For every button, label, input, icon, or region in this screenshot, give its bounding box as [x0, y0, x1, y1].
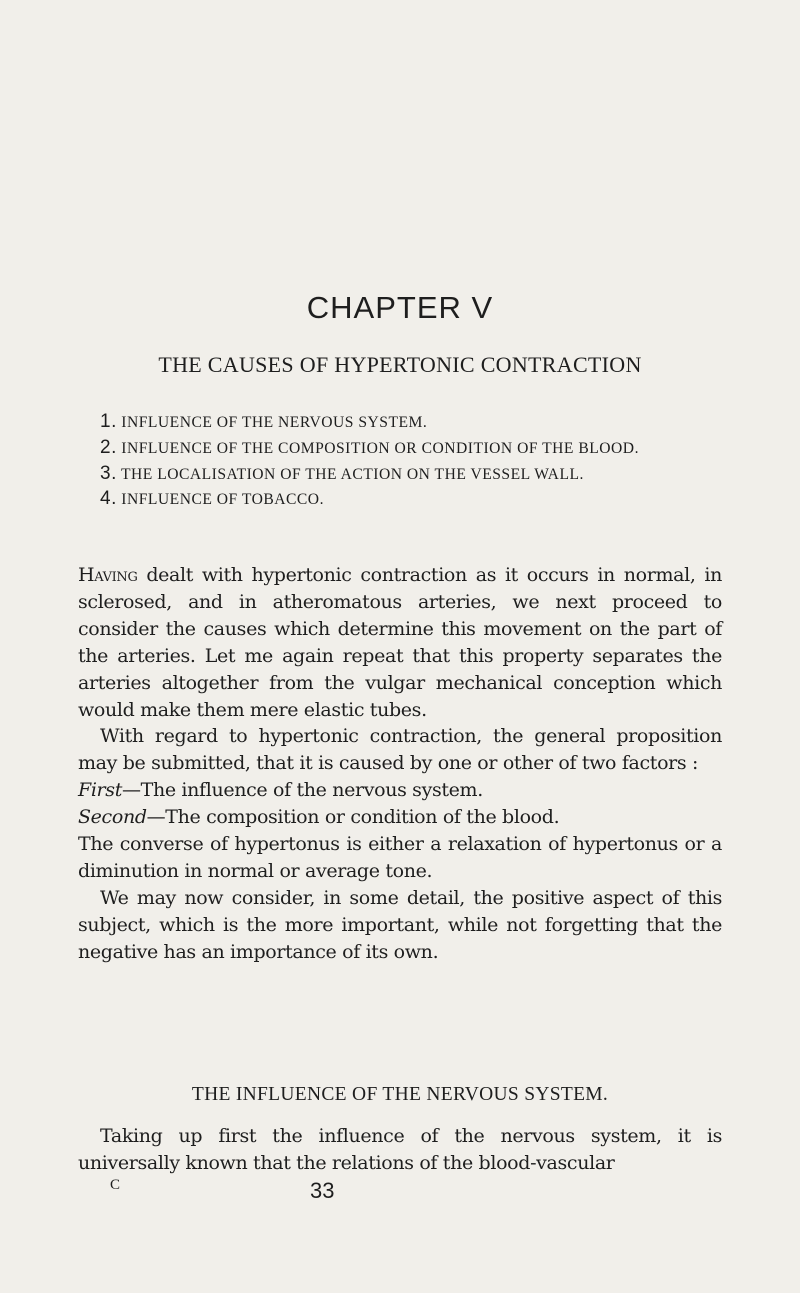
paragraph: The converse of hypertonus is either a relaxation of hypertonus or a diminution in normal or average tone.: [78, 833, 722, 882]
section-heading: THE INFLUENCE OF THE NERVOUS SYSTEM.: [191, 1084, 609, 1105]
contents-item-text: INFLUENCE OF TOBACCO.: [121, 491, 324, 509]
chapter-title: THE CAUSES OF HYPERTONIC CONTRACTION: [158, 352, 642, 377]
paragraph: Taking up first the influence of the nervous system, it is universally known that the relations of the blood-vascular: [78, 1125, 722, 1174]
factor-label: Second: [78, 806, 147, 829]
factor-text: —The composition or condition of the blood.: [146, 806, 560, 829]
factor-text: —The influence of the nervous system.: [121, 779, 483, 802]
paragraph: We may now consider, in some detail, the positive aspect of this subject, which is the more important, while not forgetting that the negative has an importance of its own.: [78, 886, 722, 963]
signature-mark: C: [110, 1177, 121, 1193]
contents-item-text: INFLUENCE OF THE COMPOSITION OR CONDITION OF THE BLOOD.: [121, 439, 639, 457]
page-number: 33: [310, 1178, 335, 1203]
paragraph-text: dealt with hypertonic contraction as it occurs in normal, in sclerosed, and in atheromatous arteries, we next proceed to consider the causes which determine this movement on the part of the arteries. Let me again repeat that this property separates the arteries altogether from the vulgar mechanical conception which would make them mere elastic tubes.: [78, 564, 722, 721]
contents-item-number: 1.: [100, 411, 117, 432]
contents-item-number: 3.: [100, 462, 117, 484]
paragraph: [78, 562, 722, 723]
body-text: [78, 562, 722, 966]
contents-item: [78, 462, 720, 488]
factor-label: First: [78, 779, 122, 802]
contents-item: [78, 410, 720, 436]
contents-item-number: 4.: [100, 488, 117, 510]
paragraph: [78, 804, 722, 831]
chapter-heading: CHAPTER V: [306, 290, 494, 325]
contents-item: [78, 436, 720, 462]
lead-word: Having: [78, 564, 138, 586]
chapter-contents: [78, 410, 720, 513]
contents-item-text: INFLUENCE OF THE NERVOUS SYSTEM.: [121, 414, 428, 431]
contents-item-number: 2.: [100, 436, 117, 458]
section-body: [78, 1123, 722, 1177]
contents-item: [78, 487, 720, 513]
contents-item-text: THE LOCALISATION OF THE ACTION ON THE VESSEL WALL.: [120, 465, 584, 483]
paragraph: [78, 777, 722, 804]
paragraph: With regard to hypertonic contraction, the general proposition may be submitted, that it is caused by one or other of two factors :: [78, 725, 722, 775]
